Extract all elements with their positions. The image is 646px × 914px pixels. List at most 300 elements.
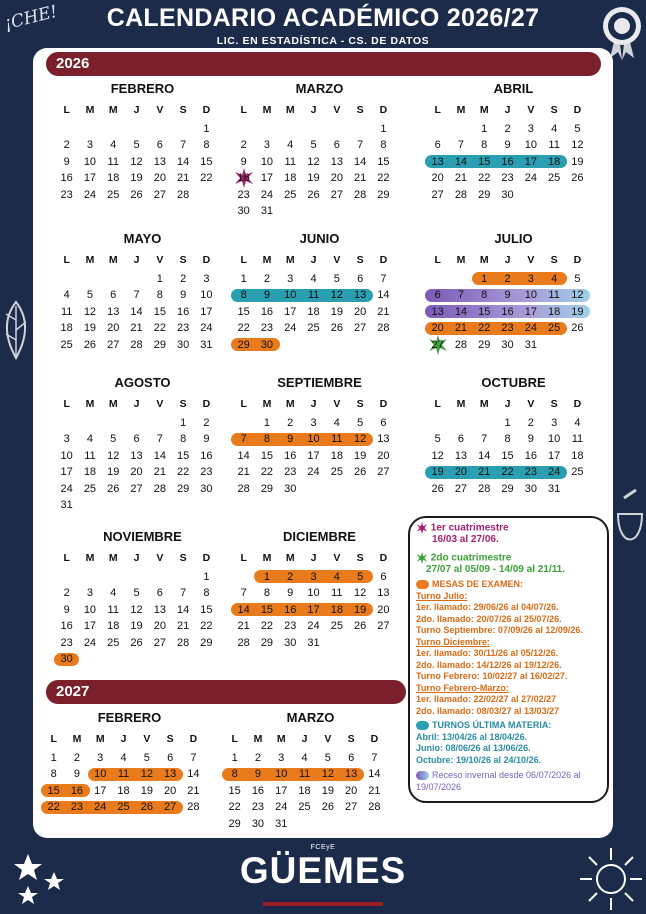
- day-cell: [125, 497, 148, 514]
- week-row: [55, 585, 230, 602]
- day-cell: 21: [377, 305, 390, 318]
- week-row: [232, 431, 407, 448]
- week-row: [232, 271, 407, 288]
- day-cell: 24: [60, 482, 73, 495]
- day-cell: 17: [307, 603, 320, 616]
- day-cell: 26: [140, 801, 153, 813]
- che-tag: ¡CHE!: [2, 1, 60, 35]
- day-cell: [148, 497, 171, 514]
- weekday-label: D: [202, 552, 211, 564]
- day-cell: 11: [284, 155, 296, 168]
- day-cell: 2: [63, 587, 70, 599]
- weekday-label: D: [573, 254, 582, 266]
- day-cell: 25: [330, 620, 343, 632]
- day-cell: 30: [260, 338, 274, 351]
- legend-recess-text: Receso invernal desde 06/07/2026 al 19/07/2026: [416, 770, 581, 792]
- day-cell: 6: [156, 587, 163, 599]
- weekday-label: M: [456, 398, 466, 410]
- day-cell: [542, 337, 565, 354]
- day-cell: 24: [200, 322, 213, 334]
- day-cell: 9: [287, 587, 294, 599]
- day-cell: 14: [237, 449, 250, 462]
- weekday-label: V: [527, 104, 535, 116]
- day-cell: 18: [107, 172, 120, 184]
- teal-dot-icon: [416, 721, 429, 730]
- day-cell: 27: [330, 188, 343, 201]
- week-row: [55, 431, 230, 448]
- day-cell: [449, 121, 472, 138]
- day-cell: 28: [177, 636, 190, 649]
- weekday-label: M: [285, 398, 295, 410]
- day-cell: 2: [180, 272, 187, 285]
- day-cell: 23: [70, 801, 84, 813]
- day-cell: 21: [187, 784, 200, 797]
- day-cell: [125, 569, 148, 586]
- day-cell: 20: [454, 466, 468, 478]
- day-cell: 28: [177, 188, 190, 201]
- weekday-label: S: [166, 733, 174, 745]
- day-cell: 11: [107, 155, 119, 168]
- day-cell: [102, 569, 125, 586]
- day-cell: 15: [237, 305, 250, 318]
- month-grid: [55, 252, 230, 353]
- weekday-label: M: [456, 104, 466, 116]
- exam-line: 2do. llamado: 14/12/26 al 19/12/26.: [416, 659, 562, 670]
- day-cell: 13: [377, 587, 390, 599]
- day-cell: [78, 651, 101, 668]
- month-6: [55, 374, 230, 514]
- day-cell: 20: [377, 449, 390, 462]
- week-row: [55, 602, 230, 619]
- day-cell: 6: [348, 751, 355, 764]
- week-row: [232, 569, 407, 586]
- day-cell: 30: [200, 482, 213, 495]
- day-cell: 27: [153, 636, 166, 649]
- day-cell: 23: [251, 801, 265, 813]
- day-cell: 4: [287, 139, 294, 151]
- day-cell: [78, 569, 101, 586]
- month-1: [232, 80, 407, 220]
- day-cell: 28: [354, 188, 367, 201]
- day-cell: [348, 337, 371, 354]
- week-row: [55, 635, 230, 652]
- weekday-label: J: [133, 552, 140, 564]
- day-cell: 3: [97, 751, 104, 764]
- day-cell: 24: [94, 801, 107, 813]
- day-cell: 29: [478, 338, 491, 351]
- week-row: [426, 304, 601, 321]
- day-cell: 24: [275, 801, 288, 813]
- day-cell: 17: [260, 172, 274, 184]
- weekday-label: J: [504, 398, 511, 410]
- day-cell: 24: [83, 188, 97, 201]
- day-cell: 18: [117, 784, 130, 797]
- day-cell: 2: [527, 416, 534, 429]
- day-cell: 6: [380, 416, 387, 429]
- day-cell: 19: [330, 305, 343, 318]
- day-cell: 25: [284, 188, 297, 201]
- day-cell: 24: [307, 466, 320, 478]
- day-cell: 23: [284, 620, 297, 632]
- day-cell: [426, 271, 449, 288]
- day-cell: 17: [60, 466, 73, 478]
- day-cell: [339, 816, 362, 833]
- day-cell: [195, 187, 218, 204]
- day-cell: 6: [110, 289, 117, 301]
- day-cell: 6: [333, 139, 340, 151]
- day-cell: 6: [434, 139, 441, 151]
- day-cell: 18: [60, 322, 73, 334]
- day-cell: [279, 203, 302, 220]
- month-name: MAYO: [123, 231, 162, 246]
- day-cell: 3: [86, 587, 93, 599]
- weekday-label: D: [202, 104, 211, 116]
- day-cell: 13: [153, 155, 166, 168]
- day-cell: [102, 271, 125, 288]
- day-cell: 14: [177, 603, 190, 616]
- day-cell: 2: [287, 416, 294, 429]
- day-cell: [279, 121, 302, 138]
- week-row: [232, 618, 407, 635]
- day-cell: 8: [263, 587, 270, 599]
- weekday-label: J: [310, 552, 317, 564]
- day-cell: 10: [83, 603, 97, 616]
- day-cell: [279, 337, 302, 354]
- weekday-label: V: [527, 398, 535, 410]
- day-cell: 12: [330, 289, 343, 301]
- day-cell: 14: [478, 449, 491, 462]
- weekday-label: V: [333, 552, 341, 564]
- week-row: [42, 783, 217, 800]
- month-8: [426, 374, 601, 497]
- day-cell: 3: [278, 751, 285, 764]
- day-cell: 14: [187, 768, 200, 780]
- week-row: [426, 154, 601, 171]
- day-cell: 20: [431, 172, 444, 184]
- month-grid: [55, 102, 230, 203]
- month-name: MARZO: [286, 710, 335, 725]
- legend-c2-dates: 27/07 al 05/09 - 14/09 al 21/11.: [426, 563, 566, 575]
- day-cell: 6: [357, 272, 364, 285]
- day-cell: [255, 121, 278, 138]
- day-cell: 5: [310, 139, 317, 151]
- weekday-label: L: [231, 733, 238, 745]
- day-cell: 14: [454, 155, 468, 168]
- day-cell: [78, 497, 101, 514]
- month-grid: [232, 550, 407, 651]
- week-row: [55, 481, 230, 498]
- day-cell: 8: [481, 289, 488, 301]
- day-cell: 15: [200, 603, 213, 616]
- week-row: [55, 187, 230, 204]
- weekday-label: M: [285, 552, 295, 564]
- month-grid: [42, 731, 217, 816]
- week-row: [223, 766, 398, 783]
- day-cell: 27: [431, 188, 444, 201]
- day-cell: [195, 651, 218, 668]
- legend-last-title: TURNOS ÚLTIMA MATERIA:: [432, 720, 552, 731]
- day-cell: 5: [324, 751, 331, 764]
- day-cell: [566, 187, 589, 204]
- legend-c1-title: 1er cuatrimestre: [430, 522, 509, 534]
- day-cell: [195, 497, 218, 514]
- day-cell: 16: [60, 620, 73, 632]
- day-cell: 17: [307, 449, 320, 462]
- day-cell: 9: [263, 289, 270, 301]
- day-cell: 4: [110, 139, 117, 151]
- week-row: [426, 137, 601, 154]
- day-cell: 12: [107, 449, 120, 462]
- day-cell: 30: [177, 338, 190, 351]
- day-cell: 5: [133, 587, 140, 599]
- weekday-label: S: [179, 104, 187, 116]
- day-cell: 12: [307, 155, 320, 168]
- month-grid: [426, 102, 601, 203]
- week-row: [55, 448, 230, 465]
- weekday-row: [55, 396, 230, 413]
- day-cell: 9: [527, 433, 534, 445]
- day-cell: 17: [548, 449, 561, 462]
- day-cell: 21: [454, 322, 468, 334]
- day-cell: [232, 569, 255, 586]
- day-cell: 27: [107, 338, 120, 351]
- day-cell: 4: [301, 751, 308, 764]
- day-cell: 24: [524, 172, 537, 184]
- month-grid: [223, 731, 398, 832]
- weekday-row: [55, 550, 230, 567]
- week-row: [232, 585, 407, 602]
- day-cell: 20: [107, 322, 120, 334]
- day-cell: 27: [377, 620, 390, 632]
- day-cell: 25: [330, 466, 343, 478]
- day-cell: 8: [203, 139, 210, 151]
- day-cell: 13: [454, 449, 468, 462]
- day-cell: 29: [377, 188, 390, 201]
- weekday-label: M: [108, 552, 118, 564]
- day-cell: 13: [377, 433, 390, 445]
- day-cell: 19: [321, 784, 334, 797]
- month-grid: [232, 102, 407, 220]
- weekday-label: V: [143, 733, 151, 745]
- day-cell: 11: [571, 433, 584, 445]
- day-cell: 3: [86, 139, 93, 151]
- month-7: [232, 374, 407, 497]
- day-cell: 17: [275, 784, 288, 797]
- weekday-row: [426, 396, 601, 413]
- day-cell: 23: [501, 172, 514, 184]
- day-cell: [566, 337, 589, 354]
- weekday-label: L: [434, 398, 441, 410]
- weekday-label: S: [356, 398, 364, 410]
- day-cell: 26: [83, 338, 97, 351]
- day-cell: 22: [478, 172, 491, 184]
- week-row: [426, 287, 601, 304]
- day-cell: 22: [501, 466, 514, 478]
- day-cell: 16: [260, 305, 274, 318]
- weekday-label: J: [310, 254, 317, 266]
- weekday-label: L: [63, 398, 70, 410]
- weekday-label: J: [504, 254, 511, 266]
- day-cell: [148, 569, 171, 586]
- weekday-label: V: [333, 398, 341, 410]
- day-cell: 21: [354, 172, 367, 184]
- week-row: [426, 481, 601, 498]
- month-12: [223, 709, 398, 832]
- day-cell: 2: [63, 139, 70, 151]
- day-cell: 5: [86, 289, 93, 301]
- day-cell: [148, 415, 171, 432]
- day-cell: 19: [571, 305, 584, 318]
- day-cell: 28: [368, 801, 381, 813]
- day-cell: 16: [501, 155, 514, 168]
- day-cell: 16: [251, 784, 265, 797]
- weekday-row: [426, 252, 601, 269]
- day-cell: 15: [478, 155, 491, 168]
- day-cell: 15: [177, 449, 190, 462]
- weekday-label: S: [550, 254, 558, 266]
- weekday-label: L: [63, 254, 70, 266]
- month-3: [55, 230, 230, 353]
- day-cell: [232, 415, 255, 432]
- day-cell: 5: [434, 433, 441, 445]
- day-cell: 30: [60, 653, 73, 665]
- day-cell: 14: [237, 603, 250, 616]
- year-bar-2027: 2027: [46, 680, 406, 704]
- day-cell: 25: [83, 482, 97, 495]
- day-cell: [125, 121, 148, 138]
- day-cell: 16: [200, 449, 213, 462]
- day-cell: 31: [524, 338, 537, 351]
- day-cell: 21: [454, 172, 468, 184]
- year-bar-2026: 2026: [46, 52, 601, 76]
- week-row: [232, 464, 407, 481]
- day-cell: 18: [548, 155, 561, 168]
- legend-c1-dates: 16/03 al 27/06.: [432, 534, 499, 546]
- weekday-label: J: [310, 398, 317, 410]
- day-cell: 4: [310, 272, 317, 285]
- day-cell: 31: [260, 205, 274, 217]
- weekday-label: J: [133, 398, 140, 410]
- month-grid: [232, 396, 407, 497]
- weekday-label: L: [240, 104, 247, 116]
- day-cell: 18: [548, 305, 561, 318]
- day-cell: 1: [231, 751, 238, 764]
- day-cell: 3: [310, 416, 317, 429]
- day-cell: [325, 337, 348, 354]
- day-cell: 11: [60, 305, 73, 318]
- day-cell: 5: [110, 433, 117, 445]
- day-cell: 17: [94, 784, 107, 797]
- month-0: [55, 80, 230, 203]
- week-row: [232, 154, 407, 171]
- day-cell: 22: [260, 466, 274, 478]
- day-cell: 13: [164, 768, 177, 780]
- month-5: [426, 230, 601, 353]
- day-cell: [325, 481, 348, 498]
- page-title: CALENDARIO ACADÉMICO 2026/27: [106, 4, 540, 32]
- day-cell: 7: [180, 587, 187, 599]
- day-cell: 24: [307, 620, 320, 632]
- weekday-label: V: [156, 104, 164, 116]
- day-cell: 6: [133, 433, 140, 445]
- weekday-label: M: [108, 254, 118, 266]
- day-cell: 11: [298, 768, 311, 780]
- day-cell: [55, 121, 78, 138]
- day-cell: 25: [571, 466, 584, 478]
- month-name: SEPTIEMBRE: [277, 375, 362, 390]
- week-row: [55, 651, 230, 668]
- weekday-label: J: [310, 104, 317, 116]
- week-row: [42, 799, 217, 816]
- weekday-label: M: [262, 104, 272, 116]
- day-cell: 4: [333, 570, 340, 583]
- day-cell: 26: [130, 636, 143, 649]
- day-cell: 5: [574, 272, 581, 285]
- weekday-label: L: [240, 254, 247, 266]
- day-cell: 23: [501, 322, 514, 334]
- weekday-row: [232, 550, 407, 567]
- day-cell: 27: [153, 188, 166, 201]
- day-cell: 29: [177, 482, 190, 495]
- day-cell: [102, 415, 125, 432]
- day-cell: [148, 651, 171, 668]
- day-cell: 1: [481, 122, 488, 135]
- day-cell: 14: [177, 155, 190, 168]
- day-cell: [302, 121, 325, 138]
- day-cell: 7: [156, 433, 163, 445]
- day-cell: [566, 481, 589, 498]
- page-subtitle: LIC. EN ESTADÍSTICA - CS. DE DATOS: [216, 35, 430, 47]
- week-row: [223, 816, 398, 833]
- weekday-label: L: [434, 104, 441, 116]
- month-9: [55, 528, 230, 668]
- day-cell: 9: [203, 433, 210, 445]
- week-row: [232, 203, 407, 220]
- week-row: [232, 448, 407, 465]
- day-cell: 22: [177, 466, 190, 478]
- day-cell: 15: [260, 449, 274, 462]
- day-cell: 30: [501, 188, 514, 201]
- day-cell: 15: [478, 305, 491, 318]
- day-cell: 1: [180, 416, 187, 429]
- day-cell: 22: [47, 801, 60, 813]
- day-cell: 7: [240, 433, 247, 445]
- week-row: [232, 602, 407, 619]
- day-cell: 27: [345, 801, 358, 813]
- day-cell: 14: [153, 449, 166, 462]
- day-cell: 12: [354, 433, 367, 445]
- day-cell: 7: [180, 139, 187, 151]
- day-cell: [372, 203, 395, 220]
- day-cell: 27: [431, 338, 444, 351]
- day-cell: 4: [551, 272, 558, 285]
- day-cell: 1: [263, 416, 270, 429]
- day-cell: 15: [260, 603, 274, 616]
- day-cell: 1: [263, 570, 270, 583]
- weekday-row: [223, 731, 398, 748]
- day-cell: 4: [110, 587, 117, 599]
- month-grid: [426, 396, 601, 497]
- weekday-label: M: [85, 254, 95, 266]
- day-cell: 9: [63, 155, 70, 168]
- day-cell: 15: [377, 155, 390, 168]
- week-row: [426, 337, 601, 354]
- day-cell: 22: [200, 620, 213, 632]
- weekday-label: D: [379, 398, 388, 410]
- day-cell: 9: [504, 289, 511, 301]
- month-name: MARZO: [295, 81, 344, 96]
- weekday-label: M: [479, 104, 489, 116]
